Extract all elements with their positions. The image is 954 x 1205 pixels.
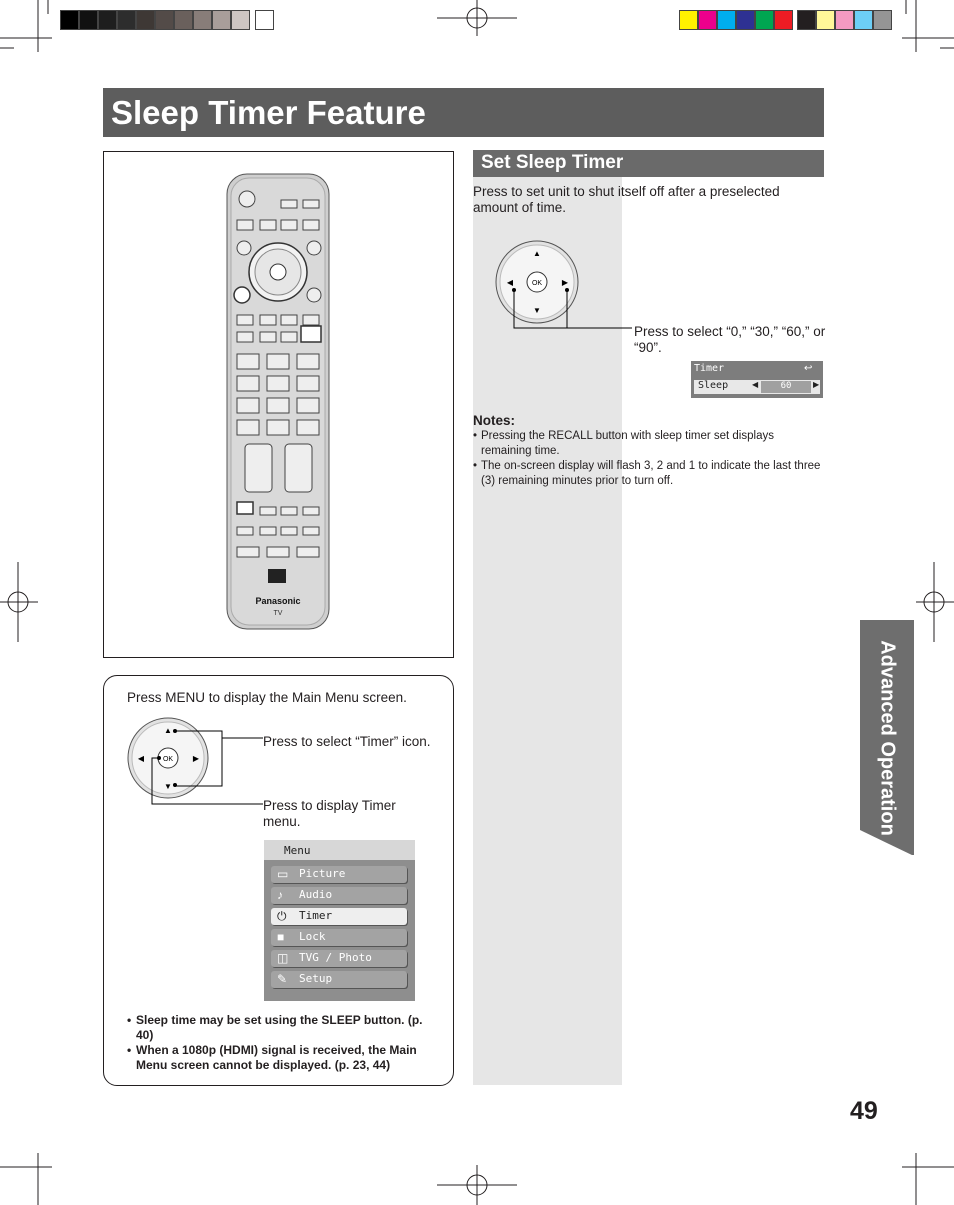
remote-brand: Panasonic [255, 596, 301, 606]
arrow-left-icon: ◀ [752, 380, 759, 389]
lock-icon: ■ [277, 930, 285, 944]
remote-illustration-panel [103, 151, 454, 658]
main-menu-title: Menu [284, 844, 311, 857]
arrow-right-icon: ▶ [813, 380, 820, 389]
svg-text:◀: ◀ [137, 754, 145, 763]
menu-item-lock[interactable]: ■ Lock [271, 929, 407, 946]
svg-text:OK: OK [531, 280, 543, 287]
svg-text:◀: ◀ [506, 278, 514, 287]
remote-control-illustration [104, 152, 453, 657]
display-timer-callout: Press to display Timer menu. [263, 798, 396, 829]
timer-osd [691, 361, 823, 398]
menu-item-timer[interactable]: ⏻ Timer [271, 908, 407, 925]
tv-icon: ▭ [277, 867, 289, 881]
wrench-icon: ✎ [277, 972, 288, 986]
select-values-callout: Press to select “0,” “30,” “60,” or “90”. [634, 324, 826, 355]
section-side-tab [860, 620, 914, 855]
section-title-bar [473, 150, 824, 177]
svg-text:▶: ▶ [192, 754, 200, 763]
page-number: 49 [850, 1097, 878, 1125]
bold-note-1: • Sleep time may be set using the SLEEP button. (p. 40) [127, 1013, 423, 1042]
bold-note-2: • When a 1080p (HDMI) signal is received, the Main Menu screen cannot be displayed. (p. 23, 44) [127, 1043, 417, 1072]
notes-list [473, 429, 823, 489]
return-icon: ↩ [804, 363, 813, 374]
svg-text:▲: ▲ [164, 726, 172, 735]
ok-button-diagram-right [490, 235, 635, 335]
power-icon: ⏻ [277, 909, 287, 923]
side-tab-corner [860, 830, 914, 856]
menu-item-setup[interactable]: ✎ Setup [271, 971, 407, 988]
timer-sleep-row[interactable] [694, 380, 820, 394]
menu-item-picture[interactable]: ▭ Picture [271, 866, 407, 883]
svg-text:▼: ▼ [533, 306, 541, 315]
section-intro: Press to set unit to shut itself off after a preselected amount of time. [473, 184, 780, 215]
bold-notes [127, 1013, 442, 1073]
side-tab-label: Advanced Operation [876, 639, 899, 836]
svg-text:▼: ▼ [164, 782, 172, 791]
page-title-bar [103, 88, 824, 137]
svg-text:▲: ▲ [533, 249, 541, 258]
sleep-label: Sleep [698, 380, 729, 391]
svg-text:OK: OK [162, 756, 174, 763]
menu-item-tvg-photo[interactable]: ◫ TVG / Photo [271, 950, 407, 967]
main-menu-instruction: Press MENU to display the Main Menu screen. [127, 690, 407, 705]
timer-osd-title: Timer [694, 363, 725, 374]
svg-text:▶: ▶ [561, 278, 569, 287]
music-note-icon: ♪ [277, 888, 283, 902]
section-title: Set Sleep Timer [481, 152, 624, 173]
sleep-value: 60 [761, 381, 811, 393]
note-1: • Pressing the RECALL button with sleep timer set displays remaining time. [473, 430, 774, 457]
ok-button-diagram-left [125, 715, 265, 810]
select-timer-callout: Press to select “Timer” icon. [263, 734, 431, 749]
book-icon: ◫ [277, 951, 289, 965]
remote-model: TV [273, 610, 283, 617]
page-title: Sleep Timer Feature [111, 94, 426, 131]
menu-item-audio[interactable]: ♪ Audio [271, 887, 407, 904]
note-2: • The on-screen display will flash 3, 2 and 1 to indicate the last three (3) remaining minutes prior to turn off. [473, 460, 821, 487]
notes-heading: Notes: [473, 413, 516, 428]
